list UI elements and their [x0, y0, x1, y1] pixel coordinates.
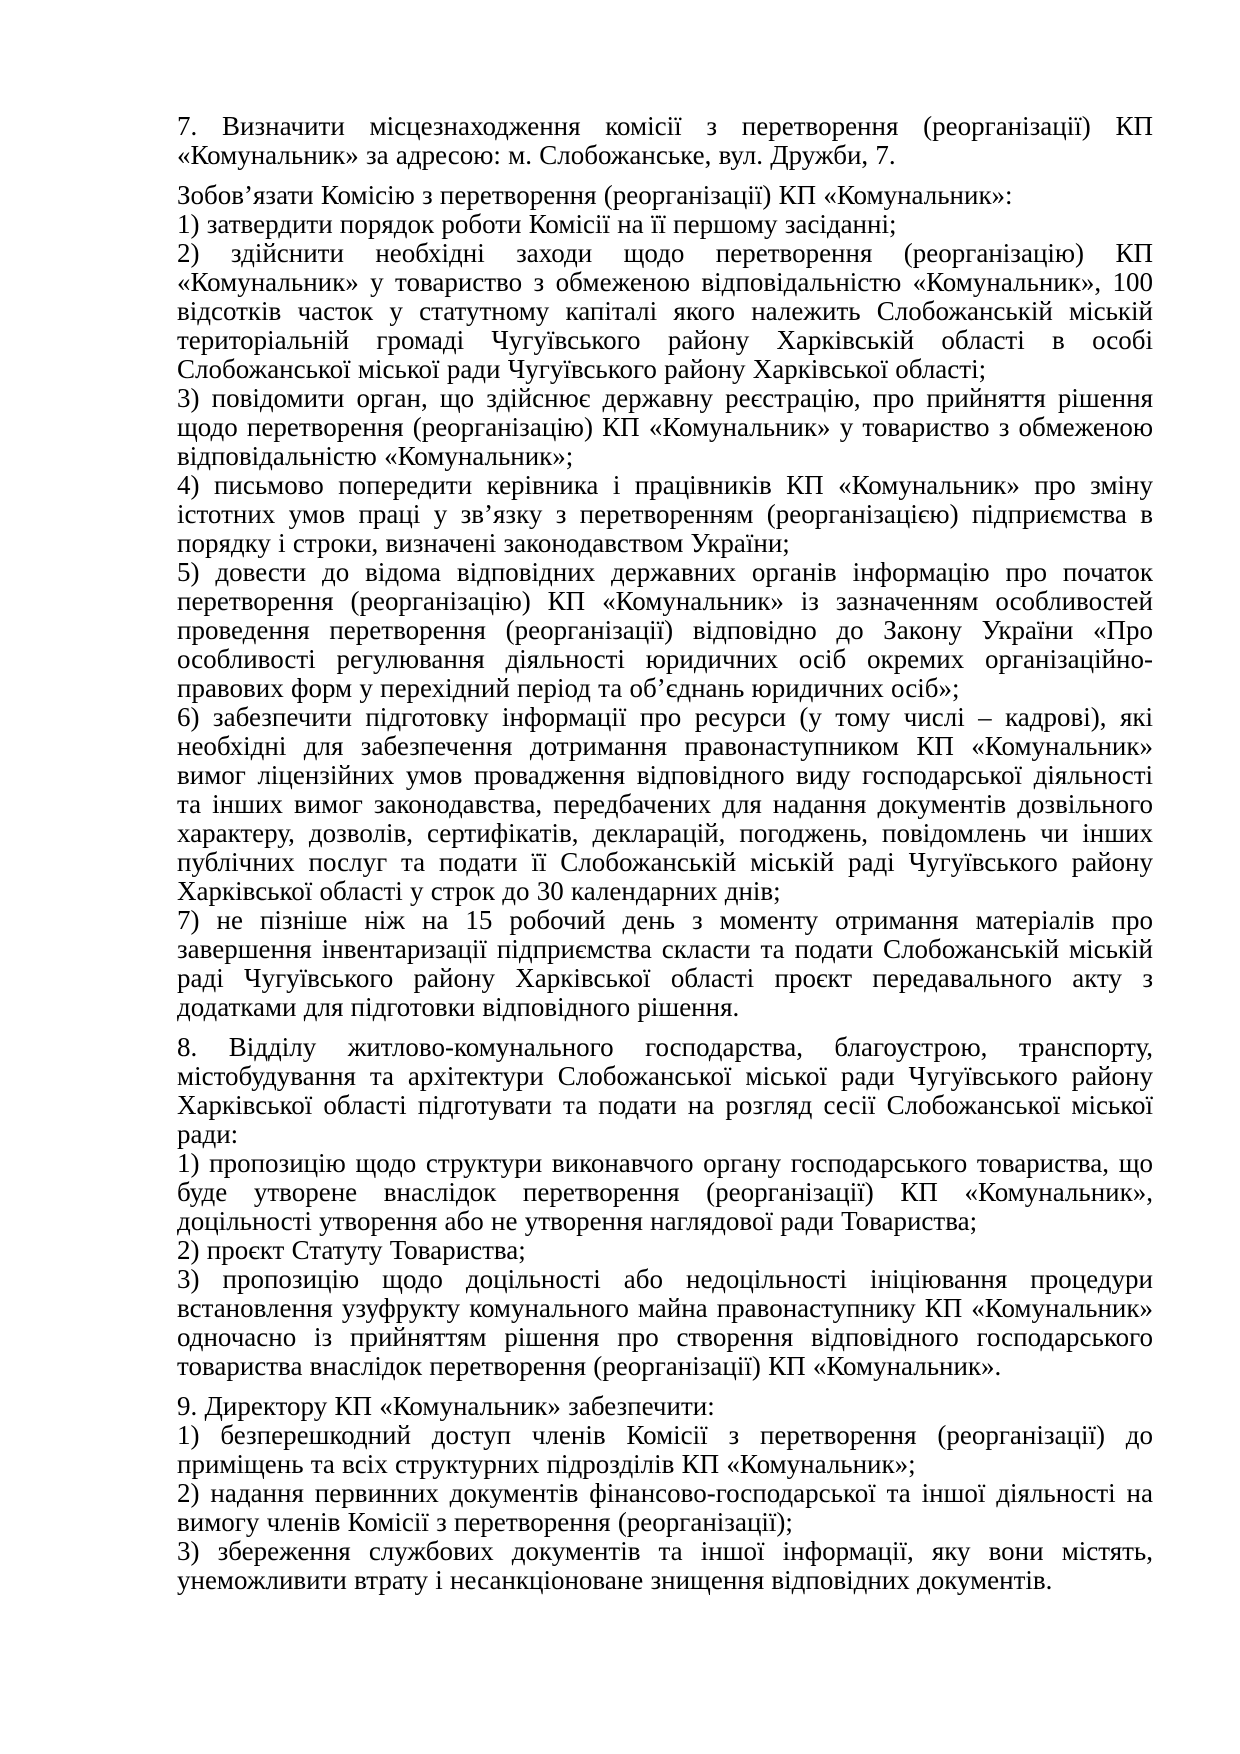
paragraph-commission-subitem-3: 3) повідомити орган, що здійснює державну реєстрацію, про прийняття рішення щодо перетворення (реорганізацію) КП «Комунальник» у товариство з обмеженою відповідальністю «Комунальник»; [177, 383, 1153, 471]
section-item-8-department-tasks [177, 1033, 1153, 1381]
paragraph-item-9-intro: 9. Директору КП «Комунальник» забезпечити: [177, 1391, 715, 1421]
paragraph-item-9-subitem-3: 3) збереження службових документів та іншої інформації, яку вони містять, унеможливити втрату і несанкціоноване знищення відповідних документів. [177, 1536, 1153, 1595]
paragraph-item-9-subitem-2: 2) надання первинних документів фінансово-господарської та іншої діяльності на вимогу членів Комісії з перетворення (реорганізації); [177, 1478, 1153, 1537]
paragraph-item-8-subitem-1: 1) пропозицію щодо структури виконавчого органу господарського товариства, що буде утворене внаслідок перетворення (реорганізації) КП «Комунальник», доцільності утворення або не утворення наглядової ради Товариства; [177, 1148, 1153, 1236]
paragraph-commission-subitem-7: 7) не пізніше ніж на 15 робочий день з моменту отримання матеріалів про завершення інвентаризації підприємства скласти та подати Слобожанській міській раді Чугуївського району Харківської області проєкт передавального акту з додатками для підготовки відповідного рішення. [177, 905, 1153, 1022]
section-item-9-director-duties [177, 1392, 1153, 1595]
paragraph-commission-intro: Зобов’язати Комісію з перетворення (реорганізації) КП «Комунальник»: [177, 180, 1013, 210]
paragraph-commission-subitem-2: 2) здійснити необхідні заходи щодо перетворення (реорганізацію) КП «Комунальник» у товариство з обмеженою відповідальністю «Комунальник», 100 відсотків часток у статутному капіталі якого належить Слобожанській міській територіальній громаді Чугуївського району Харківській області в особі Слобожанської міської ради Чугуївського району Харківської області; [177, 238, 1153, 384]
paragraph-item-8-intro: 8. Відділу житлово-комунального господарства, благоустрою, транспорту, містобудування та архітектури Слобожанської міської ради Чугуївського району Харківської області підготувати та подати на розгляд сесії Слобожанської міської ради: [177, 1032, 1153, 1149]
paragraph-item-7: 7. Визначити місцезнаходження комісії з перетворення (реорганізації) КП «Комунальник» за адресою: м. Слобожанське, вул. Дружби, 7. [177, 111, 1153, 170]
paragraph-item-9-subitem-1: 1) безперешкодний доступ членів Комісії з перетворення (реорганізації) до приміщень та всіх структурних підрозділів КП «Комунальник»; [177, 1420, 1153, 1479]
paragraph-item-8-subitem-2: 2) проєкт Статуту Товариства; [177, 1235, 526, 1265]
section-item-7-location [177, 112, 1153, 170]
paragraph-commission-subitem-4: 4) письмово попередити керівника і працівників КП «Комунальник» про зміну істотних умов праці у зв’язку з перетворенням (реорганізацією) підприємства в порядку і строки, визначені законодавством України; [177, 470, 1153, 558]
paragraph-commission-subitem-1: 1) затвердити порядок роботи Комісії на її першому засіданні; [177, 209, 897, 239]
paragraph-item-8-subitem-3: 3) пропозицію щодо доцільності або недоцільності ініціювання процедури встановлення узуфрукту комунального майна правонаступнику КП «Комунальник» одночасно із прийняттям рішення про створення відповідного господарського товариства внаслідок перетворення (реорганізації) КП «Комунальник». [177, 1264, 1153, 1381]
section-commission-duties [177, 181, 1153, 1022]
paragraph-commission-subitem-5: 5) довести до відома відповідних державних органів інформацію про початок перетворення (реорганізацію) КП «Комунальник» із зазначенням особливостей проведення перетворення (реорганізації) відповідно до Закону України «Про особливості регулювання діяльності юридичних осіб окремих організаційно-правових форм у перехідний період та об’єднань юридичних осіб»; [177, 557, 1153, 703]
paragraph-commission-subitem-6: 6) забезпечити підготовку інформації про ресурси (у тому числі – кадрові), які необхідні для забезпечення дотримання правонаступником КП «Комунальник» вимог ліцензійних умов провадження відповідного виду господарської діяльності та інших вимог законодавства, передбачених для надання документів дозвільного характеру, дозволів, сертифікатів, декларацій, погоджень, повідомлень чи інших публічних послуг та подати її Слобожанській міській раді Чугуївського району Харківської області у строк до 30 календарних днів; [177, 702, 1153, 906]
